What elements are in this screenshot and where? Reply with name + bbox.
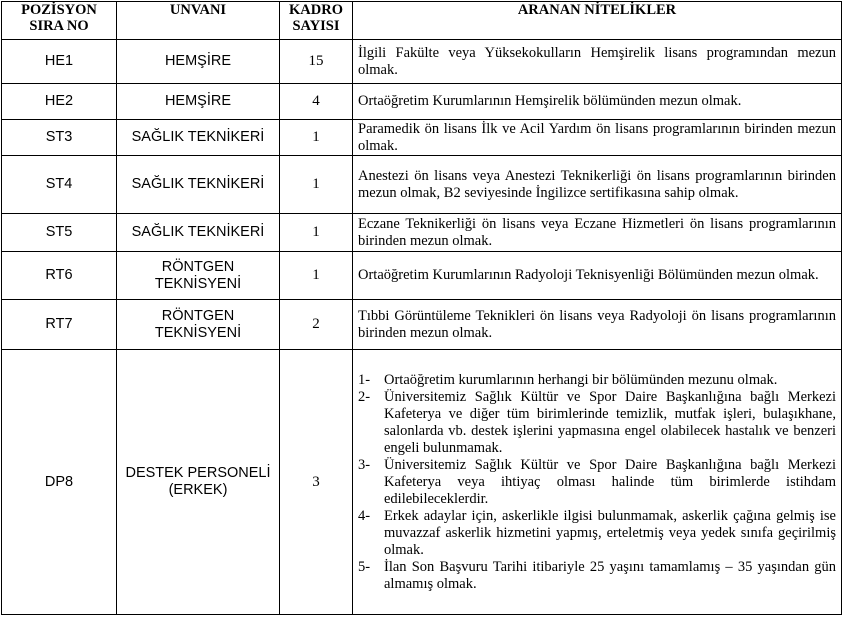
position-title: HEMŞİRE [117, 40, 280, 84]
list-item [358, 457, 836, 508]
position-title: SAĞLIK TEKNİKERİ [117, 156, 280, 214]
header-requirements: ARANAN NİTELİKLER [353, 2, 842, 40]
requirement-list [358, 372, 836, 593]
list-item-number: 3- [358, 456, 371, 473]
position-requirements: İlgili Fakülte veya Yüksekokulların Hemşirelik lisans programından mezun olmak. [353, 40, 842, 84]
position-requirements: Tıbbi Görüntüleme Teknikleri ön lisans veya Radyoloji ön lisans programlarının birinden mezun olmak. [353, 300, 842, 350]
position-requirements: Ortaöğretim Kurumlarının Radyoloji Teknisyenliği Bölümünden mezun olmak. [353, 252, 842, 300]
list-item [358, 559, 836, 593]
list-item-text: Üniversitemiz Sağlık Kültür ve Spor Daire Başkanlığına bağlı Merkezi Kafeterya ve diğer tüm birimlerinde temizlik, mutfak işleri, bulaşıkhane, salonlarda vb. destek işlerini yapmasına engel olabilecek hastalık ve benzeri engeli bulunmamak. [384, 388, 836, 456]
table-row [2, 214, 842, 252]
list-item-number: 1- [358, 371, 371, 388]
position-code: HE2 [2, 84, 117, 120]
position-requirements: Eczane Teknikerliği ön lisans veya Eczane Hizmetleri ön lisans programlarının birinden mezun olmak. [353, 214, 842, 252]
position-count: 1 [280, 156, 353, 214]
table-row [2, 84, 842, 120]
position-count: 4 [280, 84, 353, 120]
list-item [358, 389, 836, 457]
list-item [358, 372, 836, 389]
header-count: KADRO SAYISI [280, 2, 353, 40]
header-row [2, 2, 842, 40]
position-requirements [353, 350, 842, 615]
position-title: DESTEK PERSONELİ (ERKEK) [117, 350, 280, 615]
position-title: SAĞLIK TEKNİKERİ [117, 214, 280, 252]
position-code: DP8 [2, 350, 117, 615]
position-title: SAĞLIK TEKNİKERİ [117, 120, 280, 156]
position-code: ST3 [2, 120, 117, 156]
table-row [2, 156, 842, 214]
table-row [2, 252, 842, 300]
header-position-code: POZİSYON SIRA NO [2, 2, 117, 40]
table-row [2, 350, 842, 615]
list-item-number: 5- [358, 558, 371, 575]
list-item [358, 508, 836, 559]
position-requirements: Anestezi ön lisans veya Anestezi Teknikerliği ön lisans programlarının birinden mezun olmak, B2 seviyesinde İngilizce sertifikasına sahip olmak. [353, 156, 842, 214]
position-title: RÖNTGEN TEKNİSYENİ [117, 252, 280, 300]
position-title: RÖNTGEN TEKNİSYENİ [117, 300, 280, 350]
list-item-text: Erkek adaylar için, askerlikle ilgisi bulunmamak, askerlik çağına gelmiş ise muvazzaf askerlik hizmetini yapmış, erteletmiş veya yedek sınıfa geçirilmiş olmak. [384, 507, 836, 558]
position-count: 1 [280, 252, 353, 300]
position-code: ST5 [2, 214, 117, 252]
position-code: HE1 [2, 40, 117, 84]
list-item-text: Üniversitemiz Sağlık Kültür ve Spor Daire Başkanlığına bağlı Merkezi Kafeterya veya ihtiyaç olması halinde tüm birimlerde istihdam edilebileceklerdir. [384, 456, 836, 507]
position-requirements: Paramedik ön lisans İlk ve Acil Yardım ön lisans programlarının birinden mezun olmak. [353, 120, 842, 156]
table-row [2, 120, 842, 156]
position-count: 1 [280, 120, 353, 156]
table-row [2, 300, 842, 350]
position-count: 15 [280, 40, 353, 84]
position-code: RT7 [2, 300, 117, 350]
position-count: 3 [280, 350, 353, 615]
position-count: 1 [280, 214, 353, 252]
table-row [2, 40, 842, 84]
position-count: 2 [280, 300, 353, 350]
position-code: RT6 [2, 252, 117, 300]
list-item-text: Ortaöğretim kurumlarının herhangi bir bölümünden mezunu olmak. [384, 371, 778, 388]
position-requirements: Ortaöğretim Kurumlarının Hemşirelik bölümünden mezun olmak. [353, 84, 842, 120]
positions-table [1, 1, 842, 615]
position-code: ST4 [2, 156, 117, 214]
position-title: HEMŞİRE [117, 84, 280, 120]
list-item-number: 2- [358, 388, 371, 405]
list-item-number: 4- [358, 507, 371, 524]
header-title: UNVANI [117, 2, 280, 40]
list-item-text: İlan Son Başvuru Tarihi itibariyle 25 yaşını tamamlamış – 35 yaşından gün almamış olmak. [384, 558, 836, 592]
